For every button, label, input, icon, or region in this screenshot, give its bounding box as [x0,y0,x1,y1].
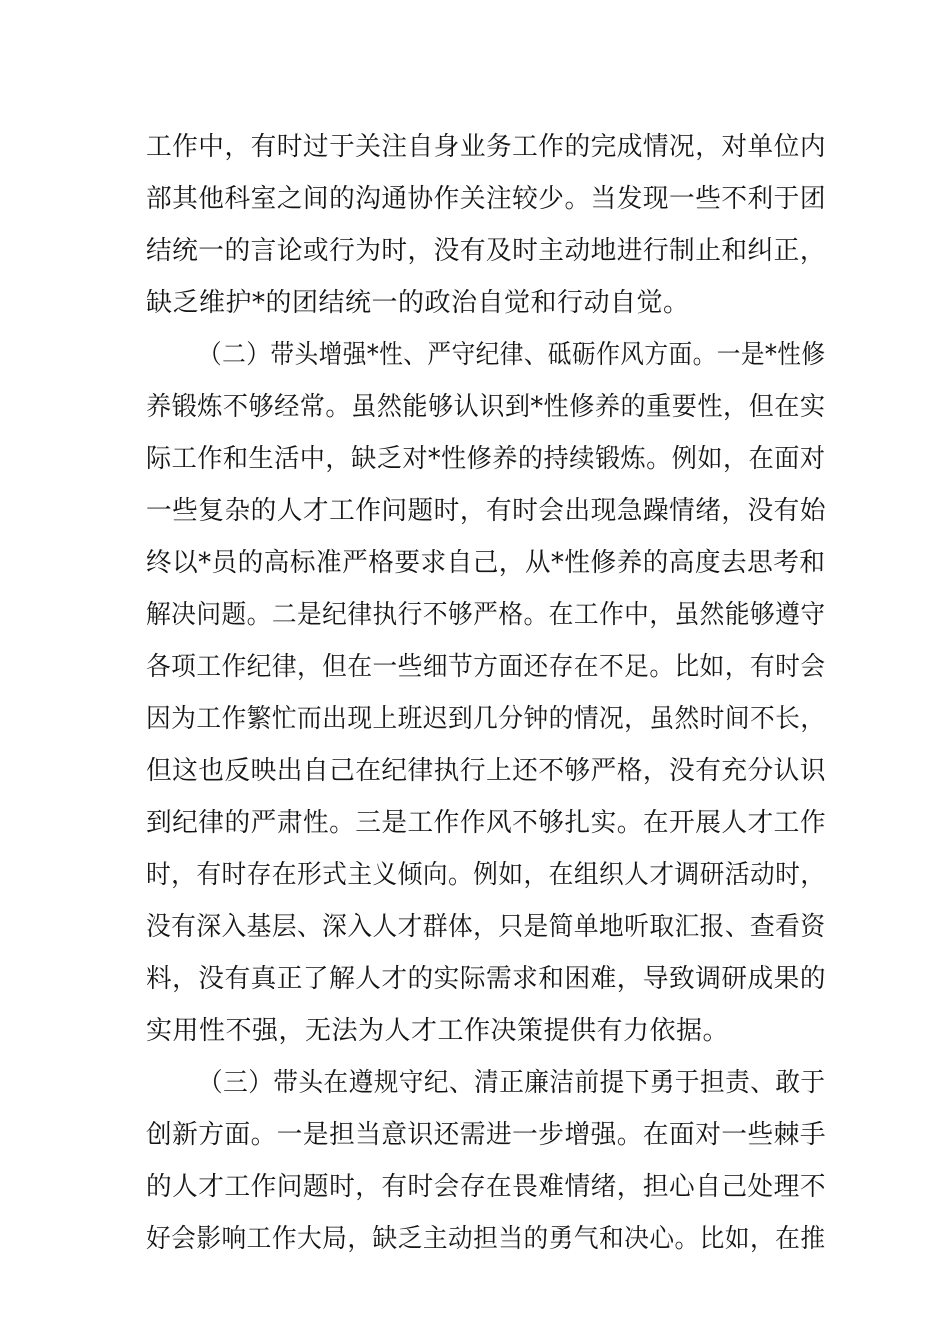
text-line: 终以*员的高标准严格要求自己，从*性修养的高度去思考和 [146,548,826,578]
text-line: 结统一的言论或行为时，没有及时主动地进行制止和纠正， [146,236,826,266]
text-line: 没有深入基层、深入人才群体，只是简单地听取汇报、查看资 [146,912,826,942]
text-line: 料，没有真正了解人才的实际需求和困难，导致调研成果的 [146,964,826,994]
text-line: 部其他科室之间的沟通协作关注较少。当发现一些不利于团 [146,184,826,214]
text-line: 实用性不强，无法为人才工作决策提供有力依据。 [146,1016,730,1046]
text-line: 创新方面。一是担当意识还需进一步增强。在面对一些棘手 [146,1120,826,1150]
text-line: 时，有时存在形式主义倾向。例如，在组织人才调研活动时， [146,860,826,890]
text-line: 养锻炼不够经常。虽然能够认识到*性修养的重要性，但在实 [146,392,826,422]
text-line: 的人才工作问题时，有时会存在畏难情绪，担心自己处理不 [146,1172,826,1202]
text-line: 但这也反映出自己在纪律执行上还不够严格，没有充分认识 [146,756,826,786]
text-line: 际工作和生活中，缺乏对*性修养的持续锻炼。例如，在面对 [146,444,826,474]
text-line: 到纪律的严肃性。三是工作作风不够扎实。在开展人才工作 [146,808,826,838]
text-line: 各项工作纪律，但在一些细节方面还存在不足。比如，有时会 [146,652,826,682]
text-line: 工作中，有时过于关注自身业务工作的完成情况，对单位内 [146,132,826,162]
section-heading-line: （二）带头增强*性、严守纪律、砥砺作风方面。一是*性修 [198,340,826,370]
text-line: 好会影响工作大局，缺乏主动担当的勇气和决心。比如，在推 [146,1224,826,1254]
text-line: 解决问题。二是纪律执行不够严格。在工作中，虽然能够遵守 [146,600,826,630]
text-line: 因为工作繁忙而出现上班迟到几分钟的情况，虽然时间不长， [146,704,826,734]
section-heading-line: （三）带头在遵规守纪、清正廉洁前提下勇于担责、敢于 [198,1068,826,1098]
text-line: 缺乏维护*的团结统一的政治自觉和行动自觉。 [146,288,690,318]
text-line: 一些复杂的人才工作问题时，有时会出现急躁情绪，没有始 [146,496,826,526]
